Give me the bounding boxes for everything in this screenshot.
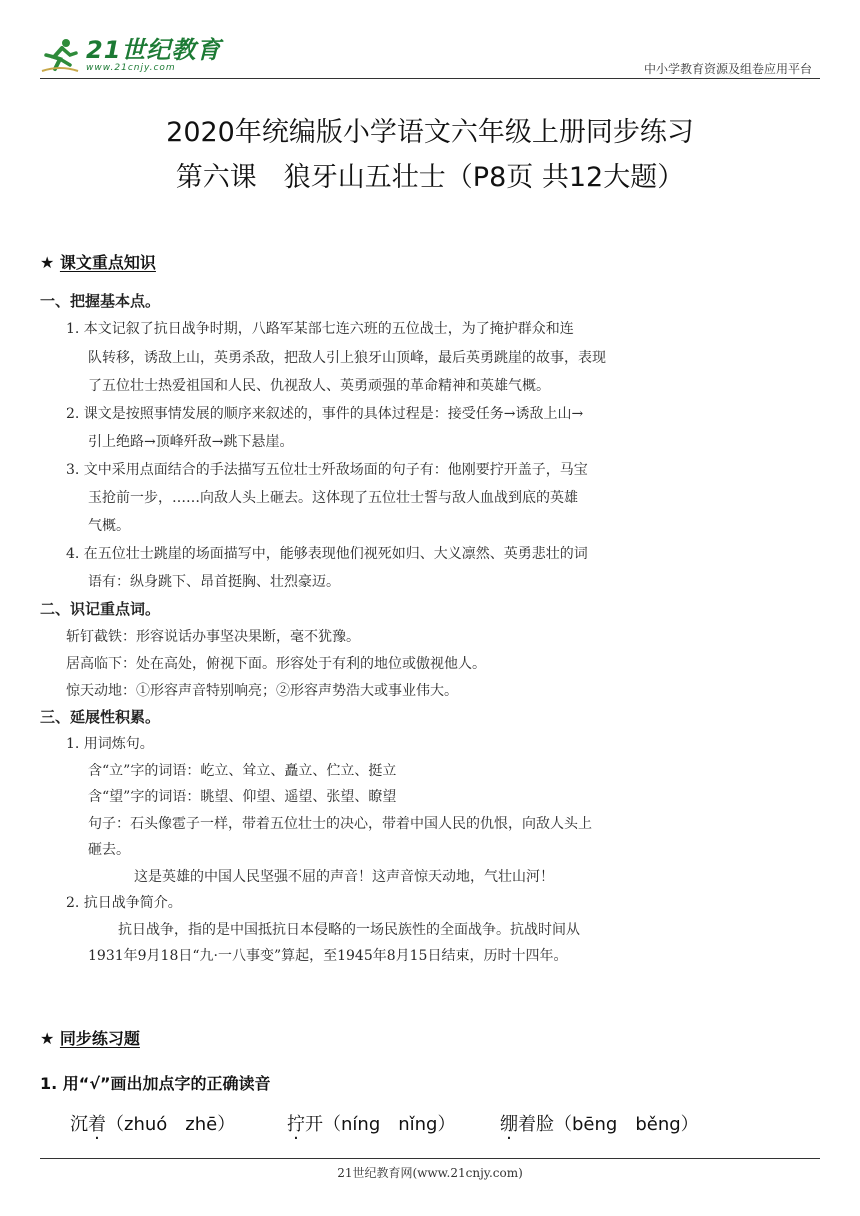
platform-name: 中小学教育资源及组卷应用平台 xyxy=(643,62,812,76)
page-subtitle: 第六课 狼牙山五壮士（P8页 共12大题） xyxy=(175,162,685,193)
header-divider xyxy=(40,78,820,79)
dotted-char: 着 xyxy=(88,1114,106,1135)
option-pinyin: （zhuó zhē） xyxy=(106,1114,236,1135)
scan-line: 3. 文中采用点面结合的手法描写五位壮士歼敌场面的句子有：他刚要拧开盖子，马宝 xyxy=(66,462,588,478)
question-number: 1. xyxy=(40,1074,58,1093)
dotted-char: 绷 xyxy=(500,1114,518,1135)
scan-line: 2. 抗日战争简介。 xyxy=(66,895,182,911)
scan-line: 队转移，诱敌上山，英勇杀敌，把敌人引上狼牙山顶峰，最后英勇跳崖的故事，表现 xyxy=(88,350,606,366)
scan-line: 含“立”字的词语：屹立、耸立、矗立、伫立、挺立 xyxy=(88,763,397,779)
scan-line: 玉抢前一步，……向敌人头上砸去。这体现了五位壮士誓与敌人血战到底的英雄 xyxy=(88,490,578,506)
section-heading-practice xyxy=(40,1026,140,1049)
runner-logo-icon xyxy=(40,35,80,75)
scan-line: 句子：石头像雹子一样，带着五位壮士的决心，带着中国人民的仇恨，向敌人头上 xyxy=(88,816,592,832)
star-icon: ★ xyxy=(40,253,55,272)
section-label: 同步练习题 xyxy=(59,1029,140,1048)
scan-line: 1931年9月18日“九·一八事变”算起，至1945年8月15日结束，历时十四年。 xyxy=(88,948,568,964)
scan-line: 含“望”字的词语：眺望、仰望、遥望、张望、瞭望 xyxy=(88,789,397,805)
scan-heading: 二、识记重点词。 xyxy=(40,600,161,618)
section-label: 课文重点知识 xyxy=(59,253,156,272)
section-heading-knowledge xyxy=(40,250,156,273)
scan-line: 抗日战争，指的是中国抵抗日本侵略的一场民族性的全面战争。抗战时间从 xyxy=(118,922,580,938)
scan-line: 了五位壮士热爱祖国和人民、仇视敌人、英勇顽强的革命精神和英雄气概。 xyxy=(88,378,550,394)
scan-line: 1. 本文记叙了抗日战争时期，八路军某部七连六班的五位战士，为了掩护群众和连 xyxy=(66,321,574,337)
star-icon: ★ xyxy=(40,1029,55,1048)
page-footer[interactable]: 21世纪教育网(www.21cnjy.com) xyxy=(337,1166,523,1180)
site-logo[interactable] xyxy=(40,32,221,78)
option-bengzhelian[interactable] xyxy=(500,1110,699,1136)
scan-line: 1. 用词炼句。 xyxy=(66,736,154,752)
scan-line: 气概。 xyxy=(88,518,130,534)
page-header xyxy=(40,32,820,78)
option-pinyin: 开（níng nǐng） xyxy=(305,1114,456,1135)
scan-line: 引上绝路→顶峰歼敌→跳下悬崖。 xyxy=(88,434,294,450)
logo-name: 21世纪教育 xyxy=(86,36,222,64)
option-text: 沉 xyxy=(70,1114,88,1135)
page-title: 2020年统编版小学语文六年级上册同步练习 xyxy=(166,117,694,148)
scan-line: 这是英雄的中国人民坚强不屈的声音！这声音惊天动地，气壮山河！ xyxy=(134,869,554,885)
scan-line: 4. 在五位壮士跳崖的场面描写中，能够表现他们视死如归、大义凛然、英勇悲壮的词 xyxy=(66,546,588,562)
footer-divider xyxy=(40,1158,820,1159)
scan-heading: 一、把握基本点。 xyxy=(40,292,161,310)
scan-line: 斩钉截铁：形容说话办事坚决果断，毫不犹豫。 xyxy=(66,629,360,645)
scan-line: 惊天动地：①形容声音特别响亮；②形容声势浩大或事业伟大。 xyxy=(66,683,458,699)
option-chenzhe[interactable] xyxy=(70,1110,235,1136)
scan-line: 2. 课文是按照事情发展的顺序来叙述的，事件的具体过程是：接受任务→诱敌上山→ xyxy=(66,406,584,422)
option-ningkai[interactable] xyxy=(287,1110,456,1136)
question-text: 用“√”画出加点字的正确读音 xyxy=(62,1074,271,1093)
scan-line: 居高临下：处在高处，俯视下面。形容处于有利的地位或傲视他人。 xyxy=(66,656,486,672)
scan-line: 语有：纵身跳下、昂首挺胸、壮烈豪迈。 xyxy=(88,574,340,590)
option-pinyin: 着脸（bēng běng） xyxy=(518,1114,699,1135)
logo-url: www.21cnjy.com xyxy=(86,63,176,73)
scan-line: 砸去。 xyxy=(88,842,130,858)
dotted-char: 拧 xyxy=(287,1114,305,1135)
scan-heading: 三、延展性积累。 xyxy=(40,708,161,726)
question-1 xyxy=(40,1071,271,1094)
